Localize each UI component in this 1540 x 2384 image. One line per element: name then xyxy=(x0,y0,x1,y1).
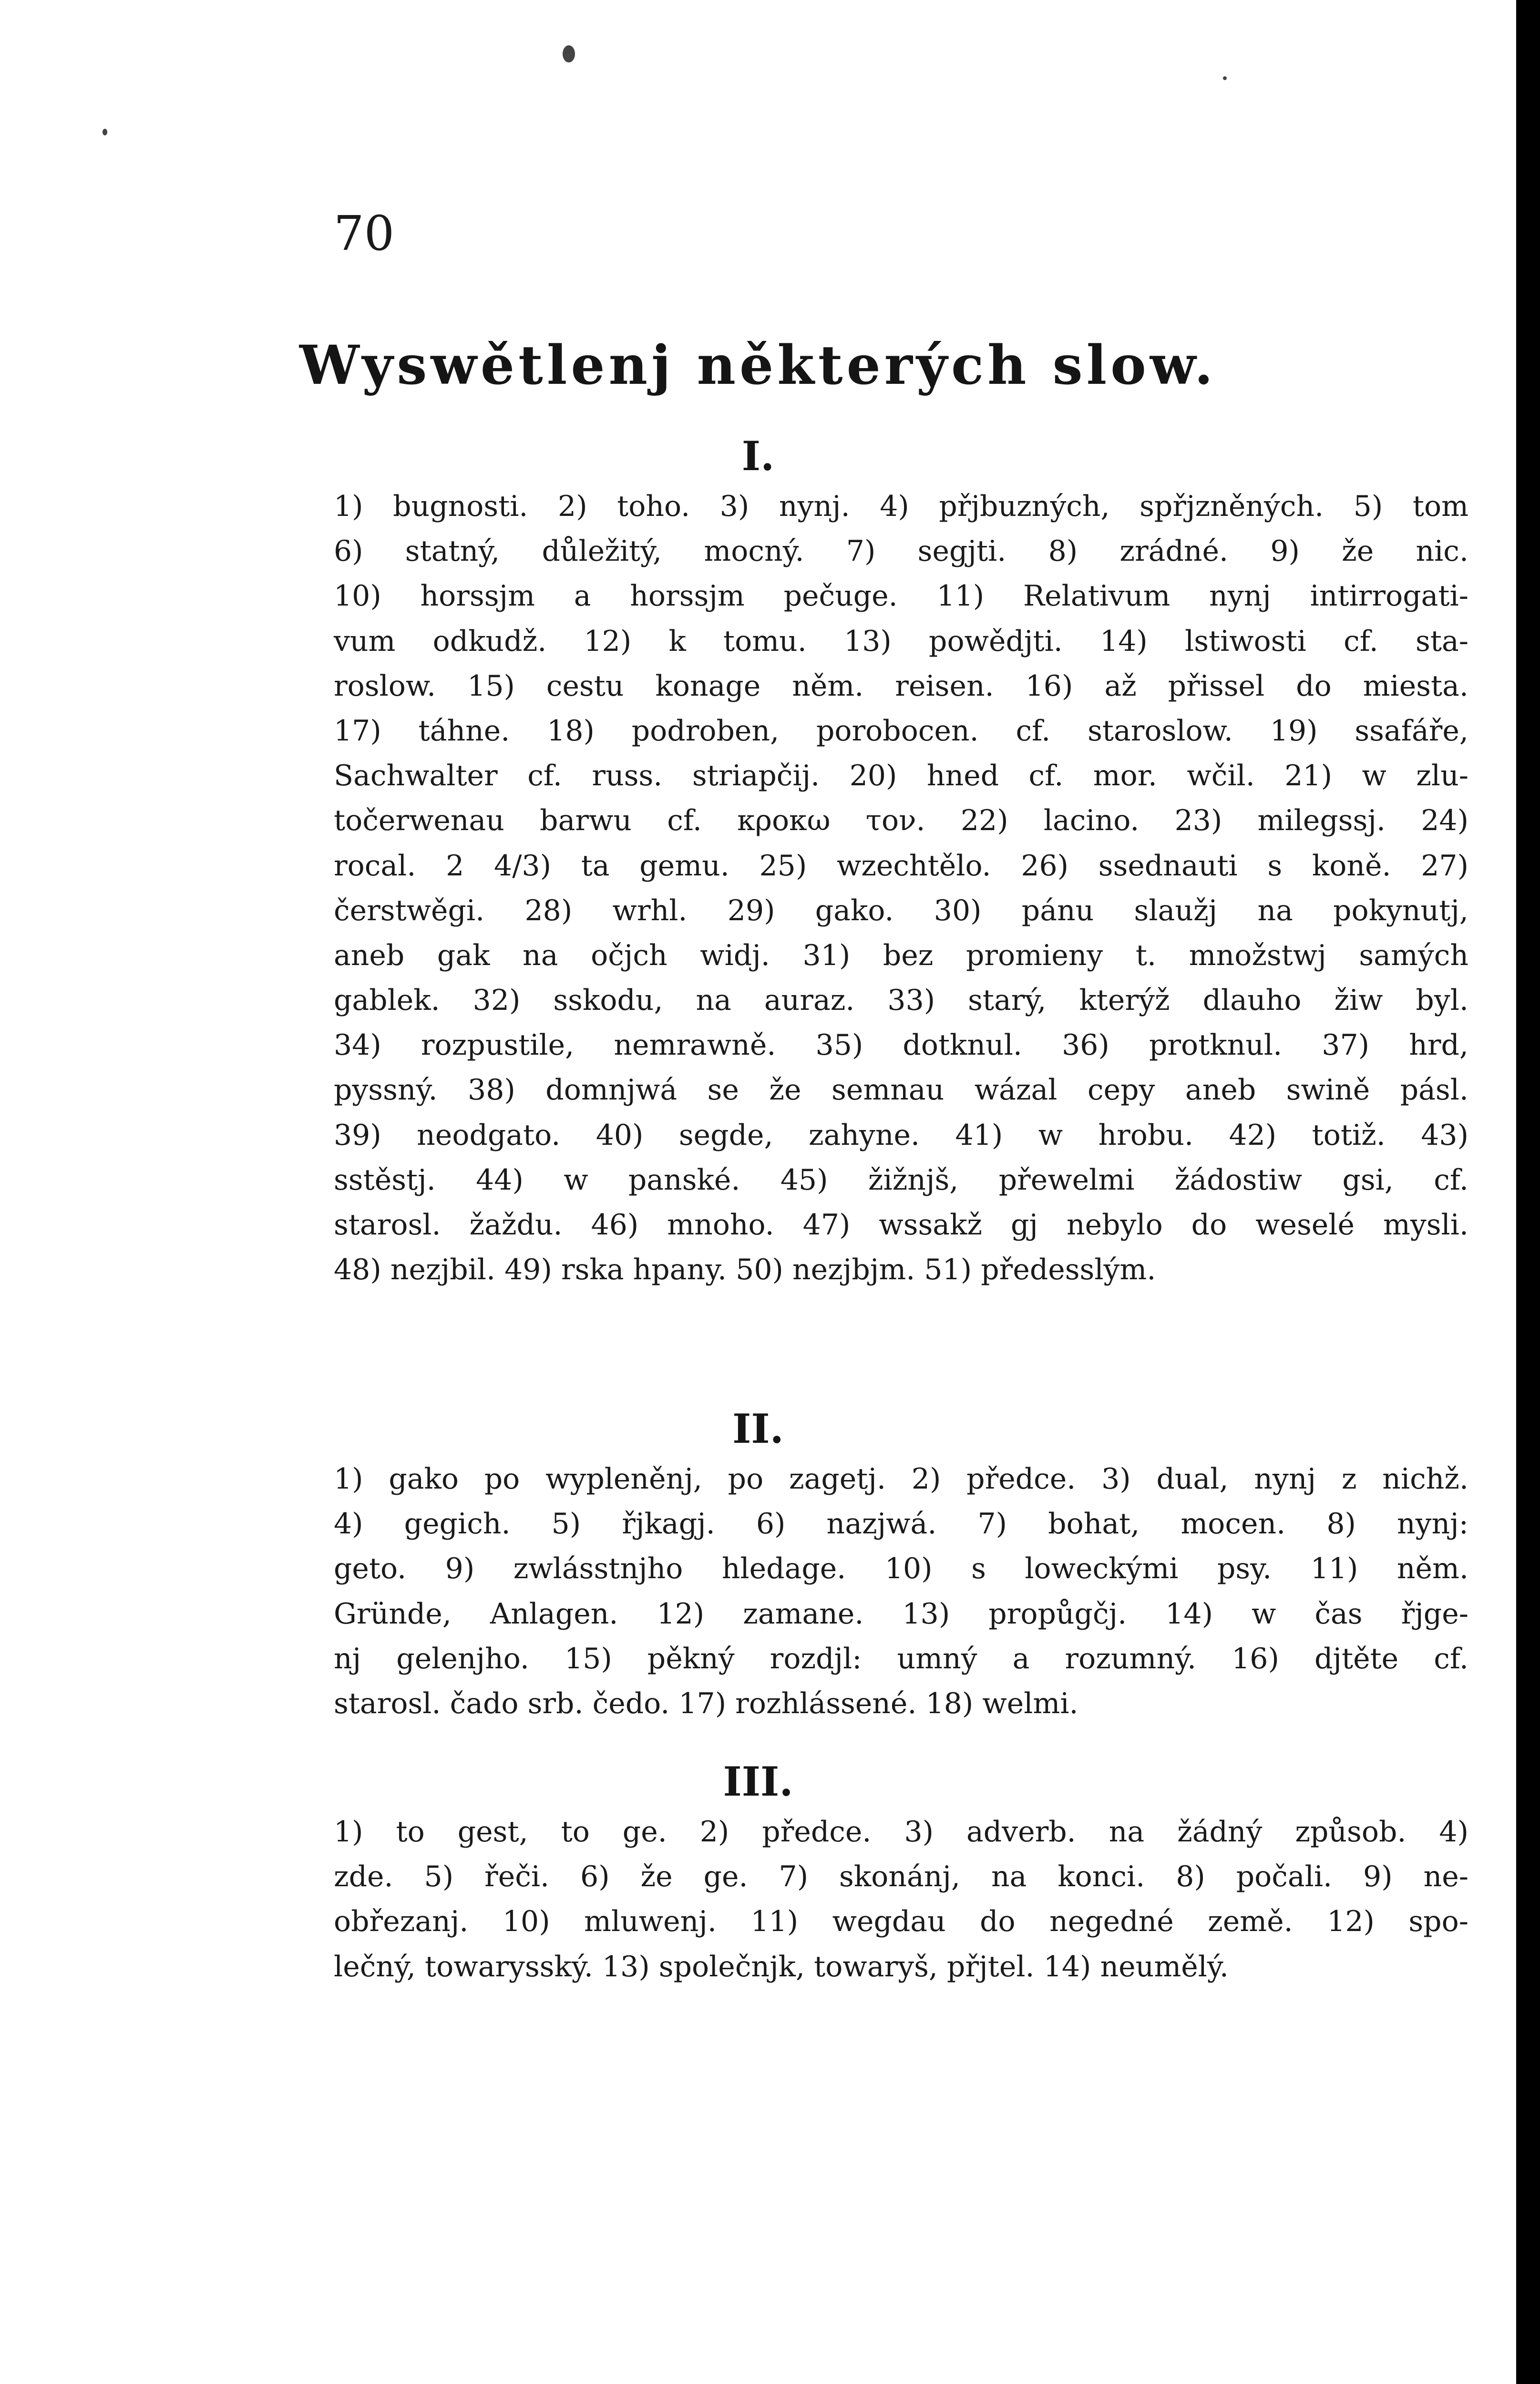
text-line: vum odkudž. 12) k tomu. 13) powědjti. 14) lstiwosti cf. sta- xyxy=(334,624,1468,658)
ink-speck xyxy=(103,129,107,135)
text-line: pyssný. 38) domnjwá se že semnau wázal cepy aneb swině pásl. xyxy=(334,1073,1468,1107)
section-heading-3: III. xyxy=(723,1758,793,1805)
section-body-3 xyxy=(334,1809,1468,1989)
text-line: točerwenau barwu cf. κροκω τον. 22) lacino. 23) milegssj. 24) xyxy=(334,804,1468,838)
section-body-1 xyxy=(334,484,1468,1292)
text-line: 17) táhne. 18) podroben, porobocen. cf. staroslow. 19) ssafáře, xyxy=(334,714,1468,748)
text-line: 48) nezjbil. 49) rska hpany. 50) nezjbjm. 51) předesslým. xyxy=(334,1253,1156,1287)
text-line: gablek. 32) sskodu, na auraz. 33) starý, kterýž dlauho žiw byl. xyxy=(334,984,1468,1017)
text-line: roslow. 15) cestu konage něm. reisen. 16) až přissel do miesta. xyxy=(334,669,1468,703)
section-heading-1: I. xyxy=(741,432,775,480)
text-line: 34) rozpustile, nemrawně. 35) dotknul. 36) protknul. 37) hrd, xyxy=(334,1028,1468,1062)
ink-speck xyxy=(1223,76,1227,80)
text-line: 1) gako po wypleněnj, po zagetj. 2) předce. 3) dual, nynj z nichž. xyxy=(334,1462,1468,1496)
text-line: 1) bugnosti. 2) toho. 3) nynj. 4) přjbuzných, spřjzněných. 5) tom xyxy=(334,490,1468,523)
page-title: Wyswětlenj některých slow. xyxy=(299,334,1217,397)
text-line: lečný, towarysský. 13) společnjk, towaryš, přjtel. 14) neumělý. xyxy=(334,1950,1229,1983)
text-line: sstěstj. 44) w panské. 45) žižnjš, přewelmi žádostiw gsi, cf. xyxy=(334,1163,1468,1197)
text-line: rocal. 2 4/3) ta gemu. 25) wzechtělo. 26) ssednauti s koně. 27) xyxy=(334,849,1468,883)
text-line: starosl. čado srb. čedo. 17) rozhlássené. 18) welmi. xyxy=(334,1686,1078,1720)
text-line: starosl. žaždu. 46) mnoho. 47) wssakž gj nebylo do weselé mysli. xyxy=(334,1208,1468,1242)
text-line: zde. 5) řeči. 6) že ge. 7) skonánj, na konci. 8) počali. 9) ne- xyxy=(334,1860,1468,1894)
text-line: Sachwalter cf. russ. striapčij. 20) hned cf. mor. wčil. 21) w zlu- xyxy=(334,759,1468,793)
ink-speck xyxy=(563,45,575,62)
text-line: nj gelenjho. 15) pěkný rozdjl: umný a rozumný. 16) djtěte cf. xyxy=(334,1642,1468,1675)
text-line: 4) gegich. 5) řjkagj. 6) nazjwá. 7) bohat, mocen. 8) nynj: xyxy=(334,1507,1468,1541)
text-line: čerstwěgi. 28) wrhl. 29) gako. 30) pánu slaužj na pokynutj, xyxy=(334,894,1468,927)
text-line: 1) to gest, to ge. 2) předce. 3) adverb. na žádný způsob. 4) xyxy=(334,1815,1468,1849)
section-body-2 xyxy=(334,1457,1468,1726)
text-line: obřezanj. 10) mluwenj. 11) wegdau do negedné země. 12) spo- xyxy=(334,1905,1468,1939)
text-line: aneb gak na očjch widj. 31) bez promieny t. množstwj samých xyxy=(334,938,1468,972)
page-number: 70 xyxy=(334,206,395,261)
text-line: Gründe, Anlagen. 12) zamane. 13) propůgčj. 14) w čas řjge- xyxy=(334,1597,1468,1631)
scan-dark-edge xyxy=(1516,0,1540,2384)
text-line: 10) horssjm a horssjm pečuge. 11) Relativum nynj intirrogati- xyxy=(334,579,1468,613)
text-line: 39) neodgato. 40) segde, zahyne. 41) w hrobu. 42) totiž. 43) xyxy=(334,1118,1468,1152)
text-line: geto. 9) zwlásstnjho hledage. 10) s loweckými psy. 11) něm. xyxy=(334,1552,1468,1586)
text-line: 6) statný, důležitý, mocný. 7) segjti. 8) zrádné. 9) že nic. xyxy=(334,534,1468,568)
section-heading-2: II. xyxy=(732,1405,784,1452)
